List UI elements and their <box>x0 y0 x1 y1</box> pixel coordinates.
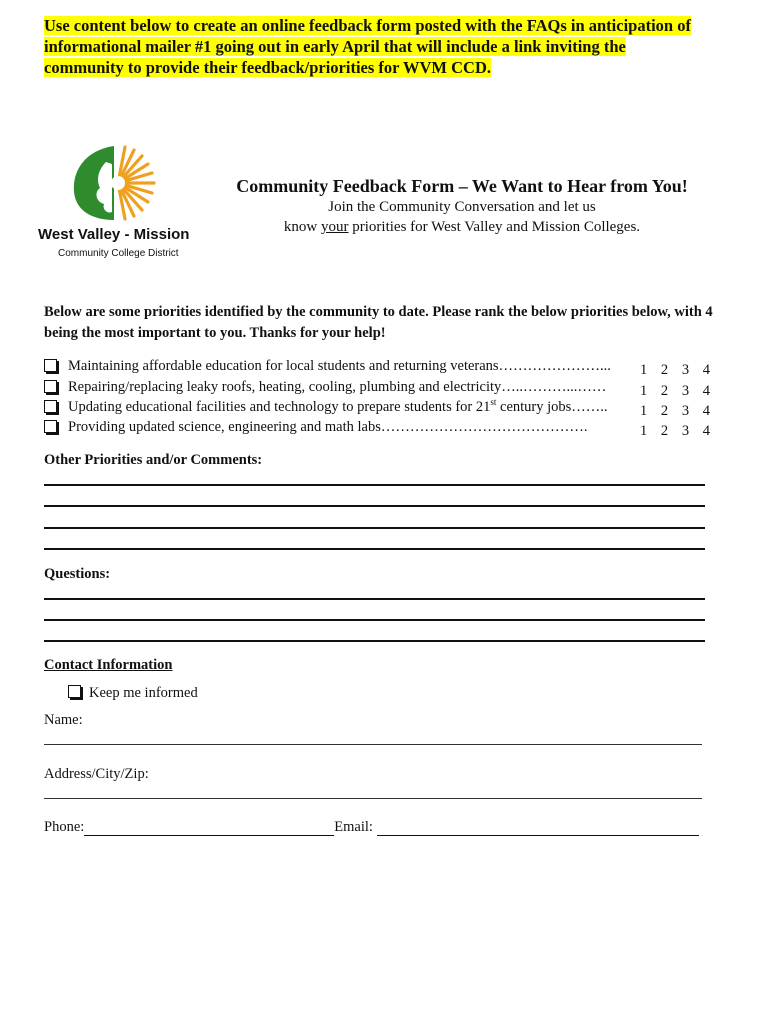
priority-row <box>44 377 714 397</box>
rank-1[interactable]: 1 <box>640 383 648 399</box>
priority-row <box>44 397 714 417</box>
rank-4[interactable]: 4 <box>702 403 710 419</box>
rank-2[interactable]: 2 <box>660 423 669 439</box>
email-field[interactable] <box>377 821 699 836</box>
address-label: Address/City/Zip: <box>44 766 149 782</box>
rank-4[interactable]: 4 <box>702 362 710 378</box>
rank-3[interactable]: 3 <box>681 383 690 399</box>
contact-heading: Contact Information <box>44 657 173 673</box>
priority-row <box>44 417 714 437</box>
questions-heading: Questions: <box>44 566 111 582</box>
intro-line-2: know your priorities for West Valley and Mission Colleges. <box>283 219 641 235</box>
leaf-icon <box>74 146 114 220</box>
comments-line[interactable] <box>44 548 705 550</box>
ranking-instructions: Below are some priorities identified by the community to date. Please rank the below priorities below, with 4 being the most important to you. Thanks for your help! <box>44 304 713 341</box>
comments-line[interactable] <box>44 527 705 529</box>
intro-line-1: Join the Community Conversation and let us <box>328 199 596 215</box>
keep-informed-checkbox[interactable] <box>68 685 81 698</box>
phone-label: Phone: <box>44 819 85 835</box>
priority-label: Updating educational facilities and technology to prepare students for 21st century jobs…….. <box>68 397 608 415</box>
comments-line[interactable] <box>44 505 705 507</box>
rank-1[interactable]: 1 <box>640 403 648 419</box>
priority-label: Maintaining affordable education for local students and returning veterans…………………... <box>68 358 611 374</box>
logo-subtitle: Community College District <box>58 248 179 259</box>
form-intro <box>200 197 724 237</box>
phone-email-row <box>44 819 706 836</box>
priority-row <box>44 356 714 376</box>
questions-line[interactable] <box>44 640 705 642</box>
form-title: Community Feedback Form – We Want to Hear from You! <box>236 176 688 196</box>
priority-checkbox[interactable] <box>44 359 57 372</box>
priority-checkbox[interactable] <box>44 400 57 413</box>
rank-1[interactable]: 1 <box>640 423 648 439</box>
questions-line[interactable] <box>44 598 705 600</box>
rank-2[interactable]: 2 <box>660 362 669 378</box>
priority-checkbox[interactable] <box>44 380 57 393</box>
rank-options <box>640 423 710 440</box>
priority-label: Providing updated science, engineering and math labs……………………………………. <box>68 419 588 435</box>
rank-1[interactable]: 1 <box>640 362 648 378</box>
comments-line[interactable] <box>44 484 705 486</box>
instruction-note: Use content below to create an online feedback form posted with the FAQs in anticipation of informational mailer #1 going out in early April that will include a link inviting the community to provide their feedback/priorities for WVM CCD. <box>44 16 691 77</box>
rank-3[interactable]: 3 <box>681 423 690 439</box>
rank-3[interactable]: 3 <box>681 403 690 419</box>
priority-checkbox[interactable] <box>44 420 57 433</box>
rank-2[interactable]: 2 <box>660 383 669 399</box>
name-field[interactable] <box>44 744 702 745</box>
phone-field[interactable] <box>84 821 334 836</box>
questions-line[interactable] <box>44 619 705 621</box>
name-label: Name: <box>44 712 83 728</box>
email-label: Email: <box>334 819 373 835</box>
comments-heading: Other Priorities and/or Comments: <box>44 452 263 468</box>
keep-informed-option[interactable] <box>68 685 198 702</box>
logo-name: West Valley - Mission <box>38 226 190 243</box>
keep-informed-label: Keep me informed <box>89 685 198 701</box>
priority-label: Repairing/replacing leaky roofs, heating, cooling, plumbing and electricity…..………...…… <box>68 379 607 395</box>
rank-2[interactable]: 2 <box>660 403 669 419</box>
rank-3[interactable]: 3 <box>681 362 690 378</box>
rank-4[interactable]: 4 <box>702 423 710 439</box>
address-field[interactable] <box>44 798 702 799</box>
rank-4[interactable]: 4 <box>702 383 710 399</box>
